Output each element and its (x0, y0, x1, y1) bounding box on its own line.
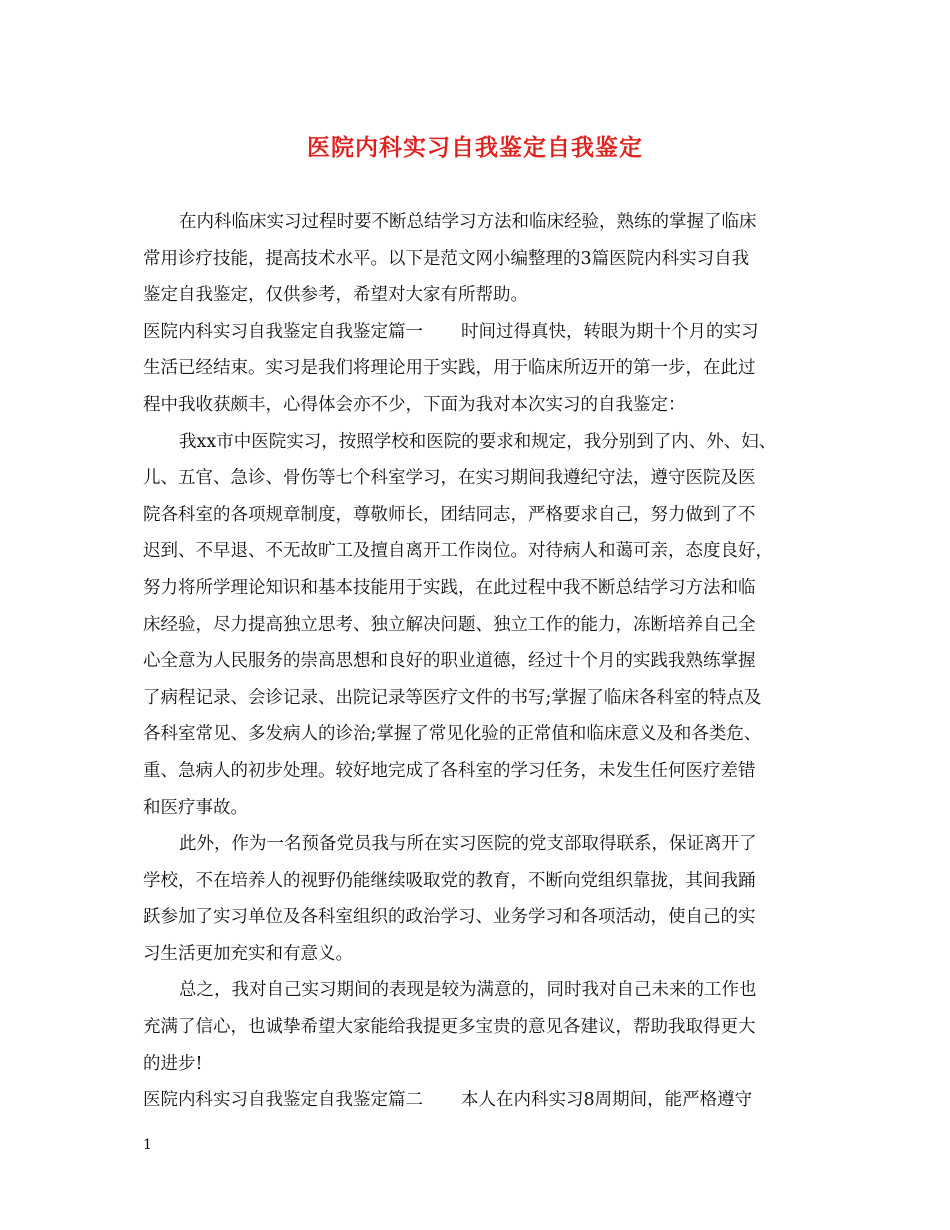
text-line: 鉴定自我鉴定，仅供参考，希望对大家有所帮助。 (143, 285, 528, 306)
section-heading-2: 医院内科实习自我鉴定自我鉴定篇二 (143, 1090, 423, 1111)
text-line: 程中我收获颇丰，心得体会亦不少，下面为我对本次实习的自我鉴定： (143, 394, 686, 415)
page-title: 医院内科实习自我鉴定自我鉴定 (307, 135, 643, 161)
text-line: 的进步! (143, 1053, 203, 1074)
text-line: 此外，作为一名预备党员我与所在实习医院的党支部取得联系，保证离开了 (179, 834, 757, 855)
text-line: 常用诊疗技能，提高技术水平。以下是范文网小编整理的3篇医院内科实习自我 (143, 248, 750, 269)
text-line: 跃参加了实习单位及各科室组织的政治学习、业务学习和各项活动，使自己的实 (143, 907, 756, 928)
text-line: 充满了信心，也诚挚希望大家能给我提更多宝贵的意见各建议，帮助我取得更大 (143, 1017, 756, 1038)
text-line: 我xx市中医院实习，按照学校和医院的要求和规定，我分别到了内、外、妇、 (179, 431, 777, 452)
text-line: 心全意为人民服务的崇高思想和良好的职业道德，经过十个月的实践我熟练掌握 (143, 651, 756, 672)
text-line: 习生活更加充实和有意义。 (143, 943, 353, 964)
text-line: 迟到、不早退、不无故旷工及擅自离开工作岗位。对待病人和蔼可亲，态度良好， (143, 541, 773, 562)
text-line: 各科室常见、多发病人的诊治;掌握了常见化验的正常值和临床意义及和各类危、 (143, 724, 762, 745)
text-line: 了病程记录、会诊记录、出院记录等医疗文件的书写;掌握了临床各科室的特点及 (143, 687, 762, 708)
text-line: 生活已经结束。实习是我们将理论用于实践，用于临床所迈开的第一步，在此过 (143, 358, 756, 379)
section-1-intro: 时间过得真快，转眼为期十个月的实习 (461, 321, 759, 342)
text-line: 儿、五官、急诊、骨伤等七个科室学习，在实习期间我遵纪守法，遵守医院及医 (143, 468, 756, 489)
page-number: 1 (143, 1137, 152, 1153)
text-line: 总之，我对自己实习期间的表现是较为满意的，同时我对自己未来的工作也 (179, 980, 757, 1001)
text-line: 院各科室的各项规章制度，尊敬师长，团结同志，严格要求自己，努力做到了不 (143, 504, 756, 525)
text-line: 在内科临床实习过程时要不断总结学习方法和临床经验，熟练的掌握了临床 (179, 212, 757, 232)
section-2-intro: 本人在内科实习8周期间，能严格遵守 (461, 1090, 753, 1111)
text-line: 重、急病人的初步处理。较好地完成了各科室的学习任务，未发生任何医疗差错 (143, 760, 756, 781)
text-line: 和医疗事故。 (143, 797, 248, 818)
text-line: 努力将所学理论知识和基本技能用于实践，在此过程中我不断总结学习方法和临 (143, 577, 756, 598)
section-heading-line (143, 1082, 811, 1119)
document-body (143, 204, 811, 1119)
section-heading-line (143, 314, 811, 351)
text-line: 学校，不在培养人的视野仍能继续吸取党的教育，不断向党组织靠拢，其间我踊 (143, 870, 756, 891)
text-line: 床经验，尽力提高独立思考、独立解决问题、独立工作的能力，冻断培养自己全 (143, 614, 756, 635)
section-heading-1: 医院内科实习自我鉴定自我鉴定篇一 (143, 321, 423, 342)
